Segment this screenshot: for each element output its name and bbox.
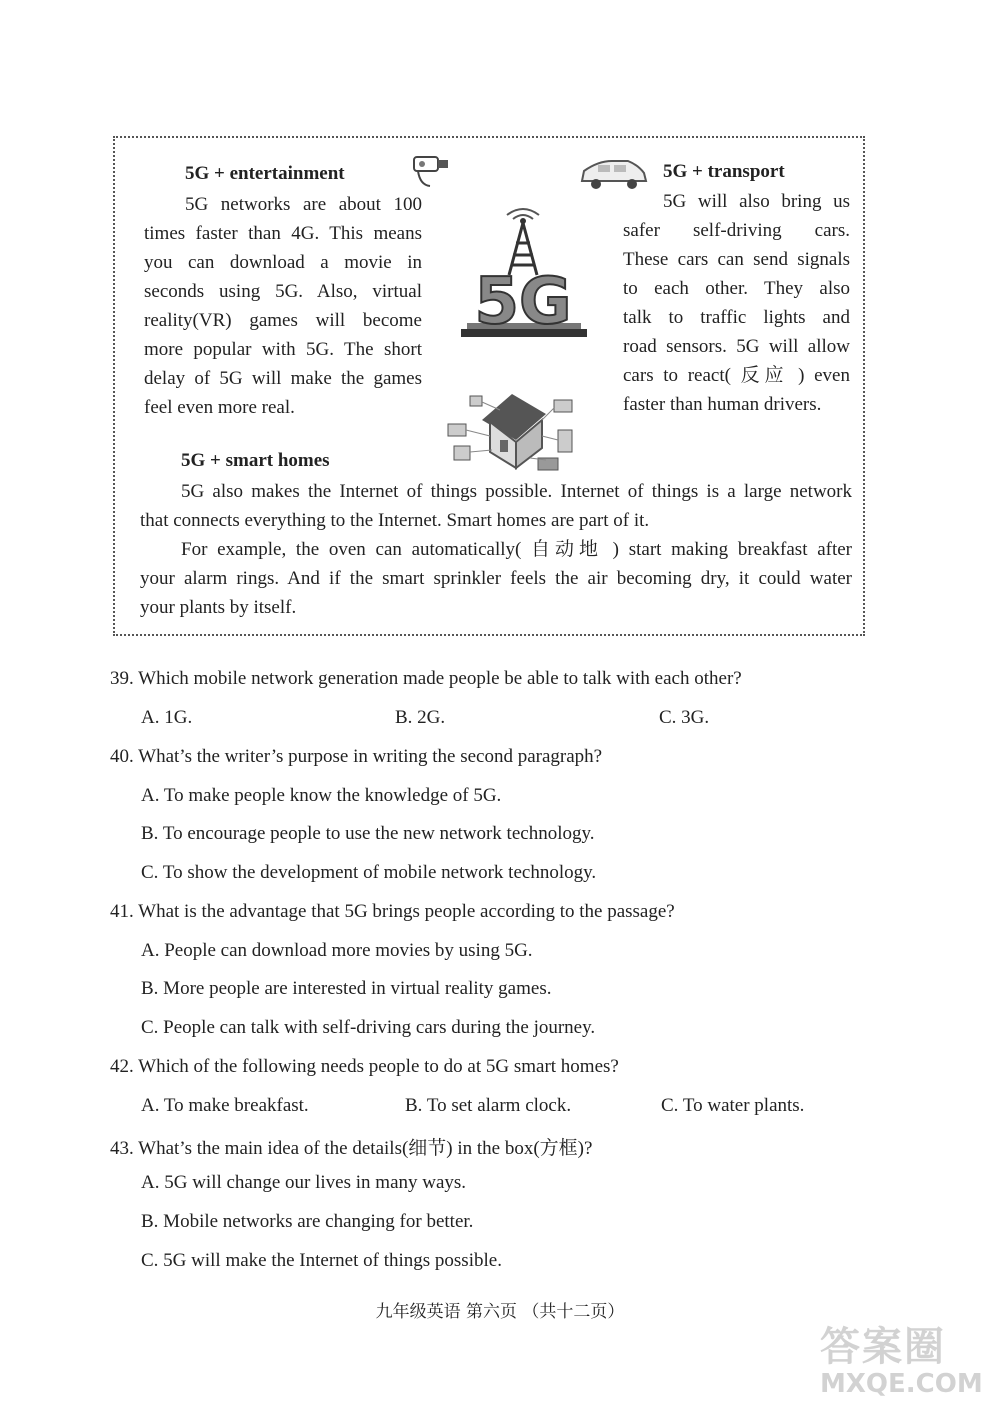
transport-line: cars to react( 反应 ) even: [623, 365, 850, 386]
option-a[interactable]: A. To make people know the knowledge of 5G.: [141, 785, 502, 806]
vr-headset-icon: [410, 153, 450, 189]
question-stem: 41. What is the advantage that 5G brings people according to the passage?: [110, 901, 675, 922]
transport-heading: 5G + transport: [663, 161, 785, 182]
entertainment-heading: 5G + entertainment: [185, 163, 345, 184]
transport-line: 5G will also bring us: [663, 191, 850, 212]
option-a[interactable]: A. To make breakfast.: [141, 1095, 309, 1116]
5g-logo-text: 5G: [474, 265, 572, 339]
question-stem: 42. Which of the following needs people to do at 5G smart homes?: [110, 1056, 619, 1077]
smart-home-icon: [442, 380, 582, 475]
option-c[interactable]: C. To water plants.: [661, 1095, 805, 1116]
option-c[interactable]: C. People can talk with self-driving cars during the journey.: [141, 1017, 596, 1038]
question-stem: 39. Which mobile network generation made people be able to talk with each other?: [110, 668, 742, 689]
transport-line: road sensors. 5G will allow: [623, 336, 850, 357]
entertainment-line: delay of 5G will make the games: [144, 368, 422, 389]
option-b[interactable]: B. 2G.: [395, 707, 446, 728]
page-footer: 九年级英语 第六页 （共十二页）: [375, 1302, 625, 1322]
option-c[interactable]: C. 3G.: [659, 707, 710, 728]
option-b[interactable]: B. Mobile networks are changing for better.: [141, 1211, 474, 1232]
entertainment-line: 5G networks are about 100: [185, 194, 422, 215]
option-a[interactable]: A. 5G will change our lives in many ways.: [141, 1172, 467, 1193]
option-a[interactable]: A. People can download more movies by using 5G.: [141, 940, 533, 961]
transport-line: safer self-driving cars.: [623, 220, 850, 241]
transport-paragraph: [623, 187, 850, 419]
transport-line: faster than human drivers.: [623, 394, 822, 415]
question-stem: 40. What’s the writer’s purpose in writing the second paragraph?: [110, 746, 603, 767]
smart-homes-line: For example, the oven can automatically( 自动地 ) start making breakfast after: [181, 539, 852, 560]
option-c[interactable]: C. 5G will make the Internet of things possible.: [141, 1250, 502, 1271]
smart-homes-paragraph: [140, 477, 852, 622]
option-b[interactable]: B. To set alarm clock.: [405, 1095, 572, 1116]
watermark-url: MXQE.COM: [820, 1369, 983, 1399]
option-b[interactable]: B. More people are interested in virtual reality games.: [141, 978, 552, 999]
watermark: [820, 1325, 983, 1399]
entertainment-paragraph: [144, 190, 422, 422]
smart-homes-line: 5G also makes the Internet of things possible. Internet of things is a large network: [181, 481, 852, 502]
entertainment-line: you can download a movie in: [144, 252, 422, 273]
transport-line: These cars can send signals: [623, 249, 850, 270]
entertainment-line: reality(VR) games will become: [144, 310, 422, 331]
option-b[interactable]: B. To encourage people to use the new network technology.: [141, 823, 595, 844]
option-c[interactable]: C. To show the development of mobile network technology.: [141, 862, 597, 883]
transport-line: to each other. They also: [623, 278, 850, 299]
entertainment-line: more popular with 5G. The short: [144, 339, 422, 360]
option-a[interactable]: A. 1G.: [141, 707, 193, 728]
smart-homes-line: your alarm rings. And if the smart sprinkler feels the air becoming dry, it could water: [140, 568, 852, 589]
watermark-logo: 答案圈: [820, 1324, 946, 1370]
entertainment-line: times faster than 4G. This means: [144, 223, 422, 244]
smart-homes-line: your plants by itself.: [140, 597, 297, 618]
question-stem: 43. What’s the main idea of the details(细节) in the box(方框)?: [110, 1138, 593, 1159]
smart-homes-heading: 5G + smart homes: [181, 450, 330, 471]
5g-tower-icon: [455, 205, 595, 345]
transport-line: talk to traffic lights and: [623, 307, 850, 328]
entertainment-line: feel even more real.: [144, 397, 295, 418]
entertainment-line: seconds using 5G. Also, virtual: [144, 281, 422, 302]
smart-homes-line: that connects everything to the Internet. Smart homes are part of it.: [140, 510, 650, 531]
